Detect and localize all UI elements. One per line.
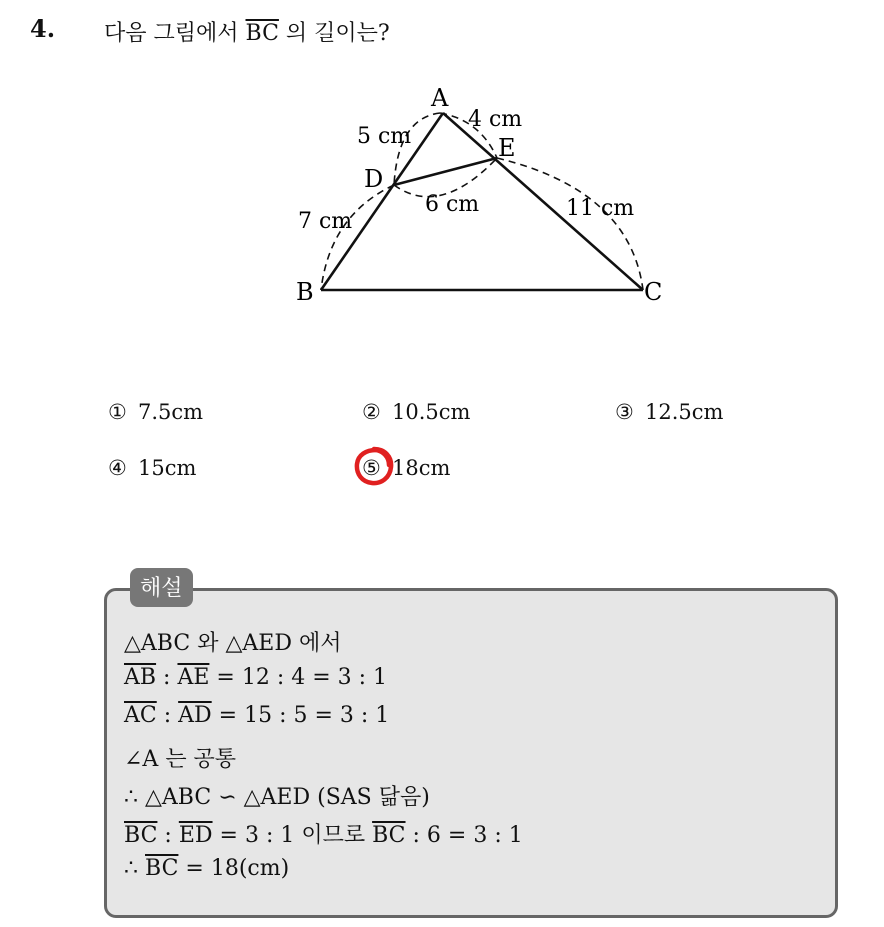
solution-tag: 해설 — [130, 568, 193, 607]
choice-1[interactable] — [108, 400, 203, 424]
choice-3-mark: ③ — [615, 400, 634, 424]
seg-BC: $\overline{BC}$ — [124, 823, 158, 848]
choice-4[interactable] — [108, 456, 196, 480]
question-text — [104, 16, 390, 47]
solution-line-2 — [124, 665, 387, 690]
ratio-rest: = 12 : 4 = 3 : 1 — [209, 665, 388, 690]
question-number: 4. — [30, 14, 56, 43]
length-EC: 11 cm — [566, 196, 635, 221]
question-suffix: 의 길이는? — [278, 21, 390, 46]
length-AD: 5 cm — [357, 124, 412, 149]
solution-line-4: ∠A 는 공통 — [124, 747, 237, 772]
seg-BC-2: $\overline{BC}$ — [372, 823, 406, 848]
solution-line-6 — [124, 818, 523, 849]
ratio-sep: : — [157, 823, 179, 848]
length-DB: 7 cm — [298, 209, 353, 234]
choice-5-text: 18cm — [392, 456, 451, 480]
label-C: C — [644, 278, 663, 306]
choice-2[interactable] — [362, 400, 470, 424]
ratio-mid: = 3 : 1 이므로 — [212, 823, 373, 848]
label-B: B — [296, 278, 314, 306]
solution-line-1: △ABC 와 △AED 에서 — [124, 631, 342, 656]
label-E: E — [498, 134, 516, 162]
ratio-sep: : — [156, 665, 178, 690]
choice-2-mark: ② — [362, 400, 381, 424]
seg-AB: $\overline{AB}$ — [124, 665, 157, 690]
choice-4-mark: ④ — [108, 456, 127, 480]
length-DE: 6 cm — [425, 192, 480, 217]
question-prefix: 다음 그림에서 — [104, 21, 246, 46]
solution-line-5: ∴ △ABC ∽ △AED (SAS 닮음) — [124, 785, 430, 810]
choice-3-text: 12.5cm — [645, 400, 724, 424]
choice-3[interactable] — [615, 400, 723, 424]
question-segment: $\overline{BC}$ — [245, 21, 279, 46]
length-AE: 4 cm — [468, 107, 523, 132]
answer-circle-mark — [353, 445, 395, 487]
label-A: A — [431, 84, 449, 112]
choice-4-text: 15cm — [138, 456, 197, 480]
label-D: D — [364, 165, 384, 193]
ratio-sep: : — [156, 703, 179, 728]
choice-5-mark: ⑤ — [362, 456, 381, 480]
ratio-rest: : 6 = 3 : 1 — [405, 823, 523, 848]
seg-BC-result: $\overline{BC}$ — [145, 856, 179, 881]
seg-AC: $\overline{AC}$ — [124, 703, 157, 728]
choice-1-mark: ① — [108, 400, 127, 424]
result-rest: = 18(cm) — [178, 856, 290, 881]
ratio-rest: = 15 : 5 = 3 : 1 — [211, 703, 390, 728]
seg-AE: $\overline{AE}$ — [177, 665, 210, 690]
choice-1-text: 7.5cm — [138, 400, 204, 424]
therefore-symbol: ∴ — [124, 856, 145, 881]
seg-ED: $\overline{ED}$ — [178, 823, 213, 848]
solution-line-7 — [124, 856, 289, 881]
triangle-figure — [280, 80, 700, 310]
choice-2-text: 10.5cm — [392, 400, 471, 424]
seg-AD: $\overline{AD}$ — [178, 703, 212, 728]
solution-line-3 — [124, 703, 389, 728]
